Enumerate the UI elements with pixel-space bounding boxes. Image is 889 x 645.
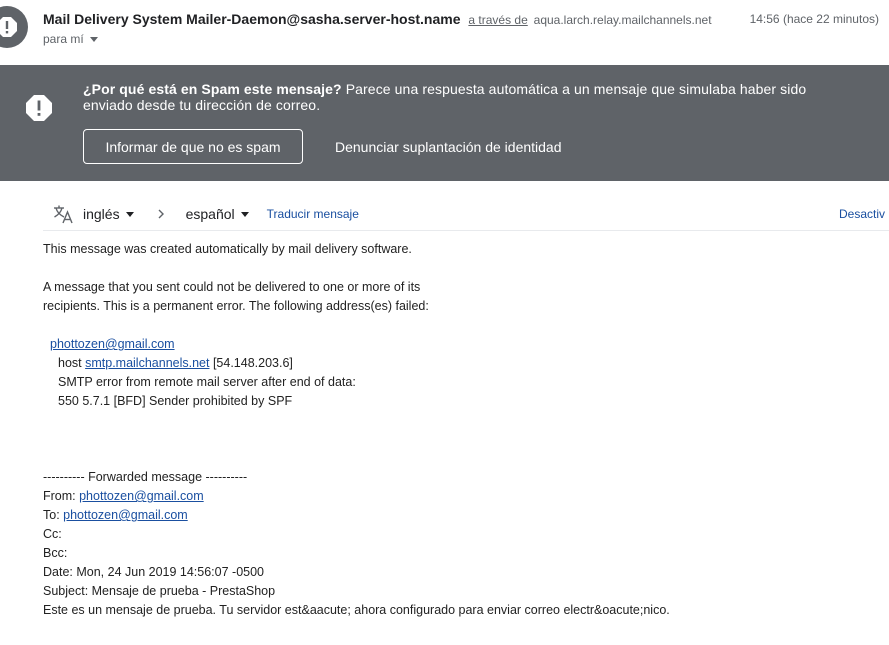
sender-name[interactable]: Mail Delivery System Mailer-Daemon@sasha.server-host.name <box>43 11 461 27</box>
from-label: From: <box>43 489 80 503</box>
smtp-error-line: SMTP error from remote mail server after end of data: <box>58 375 356 389</box>
translate-message-link[interactable]: Traducir mensaje <box>266 207 359 221</box>
translate-bar <box>43 198 889 231</box>
report-spoofing-button[interactable]: Denunciar suplantación de identidad <box>335 138 562 155</box>
spam-explanation <box>83 81 843 113</box>
source-language-label: inglés <box>83 206 120 222</box>
message-body <box>43 240 883 620</box>
subject-line: Subject: Mensaje de prueba - PrestaShop <box>43 584 276 598</box>
host-link[interactable]: smtp.mailchannels.net <box>85 356 210 370</box>
message-content: Este es un mensaje de prueba. Tu servidor est&aacute; ahora configurado para enviar correo electr&oacute;nico. <box>43 603 670 617</box>
body-intro: This message was created automatically by mail delivery software. <box>43 242 412 256</box>
bcc-line: Bcc: <box>43 546 68 560</box>
to-label: To: <box>43 508 64 522</box>
warning-octagon-icon <box>25 94 53 122</box>
message-time: 14:56 (hace 22 minutos) <box>749 12 879 26</box>
forwarded-header: ---------- Forwarded message ---------- <box>43 470 248 484</box>
from-address-link[interactable]: phottozen@gmail.com <box>79 489 204 503</box>
date-line: Date: Mon, 24 Jun 2019 14:56:07 -0500 <box>43 565 264 579</box>
message-header <box>0 0 889 65</box>
target-language-label: español <box>185 206 235 222</box>
relay-host: aqua.larch.relay.mailchannels.net <box>533 13 712 27</box>
to-address-link[interactable]: phottozen@gmail.com <box>63 508 188 522</box>
source-language-select[interactable] <box>83 206 134 222</box>
to-me-label: para mí <box>43 32 84 46</box>
translate-icon <box>53 204 73 224</box>
error-code-line: 550 5.7.1 [BFD] Sender prohibited by SPF <box>58 394 293 408</box>
failed-address-link[interactable]: phottozen@gmail.com <box>50 337 175 351</box>
not-spam-button[interactable]: Informar de que no es spam <box>83 129 303 164</box>
chevron-right-icon <box>156 209 166 219</box>
cc-line: Cc: <box>43 527 62 541</box>
via-label[interactable]: a través de <box>468 13 528 27</box>
spam-warning-banner <box>0 65 889 181</box>
sender-avatar <box>0 6 28 48</box>
caret-down-icon[interactable] <box>90 37 98 42</box>
alert-icon <box>0 16 18 38</box>
host-ip: [54.148.203.6] <box>209 356 293 370</box>
body-para-line-2: recipients. This is a permanent error. The following address(es) failed: <box>43 299 429 313</box>
caret-down-icon <box>126 212 134 217</box>
host-label: host <box>58 356 86 370</box>
spam-question: ¿Por qué está en Spam este mensaje? <box>83 81 342 97</box>
target-language-select[interactable] <box>186 206 249 222</box>
deactivate-translation-link[interactable]: Desactiv <box>839 207 886 221</box>
caret-down-icon <box>241 212 249 217</box>
spam-reason: Parece una respuesta automática a un mensaje que simulaba haber sido enviado desde tu dirección de correo. <box>83 81 807 113</box>
body-para-line-1: A message that you sent could not be delivered to one or more of its <box>43 280 421 294</box>
recipient-details-toggle[interactable] <box>43 32 98 46</box>
